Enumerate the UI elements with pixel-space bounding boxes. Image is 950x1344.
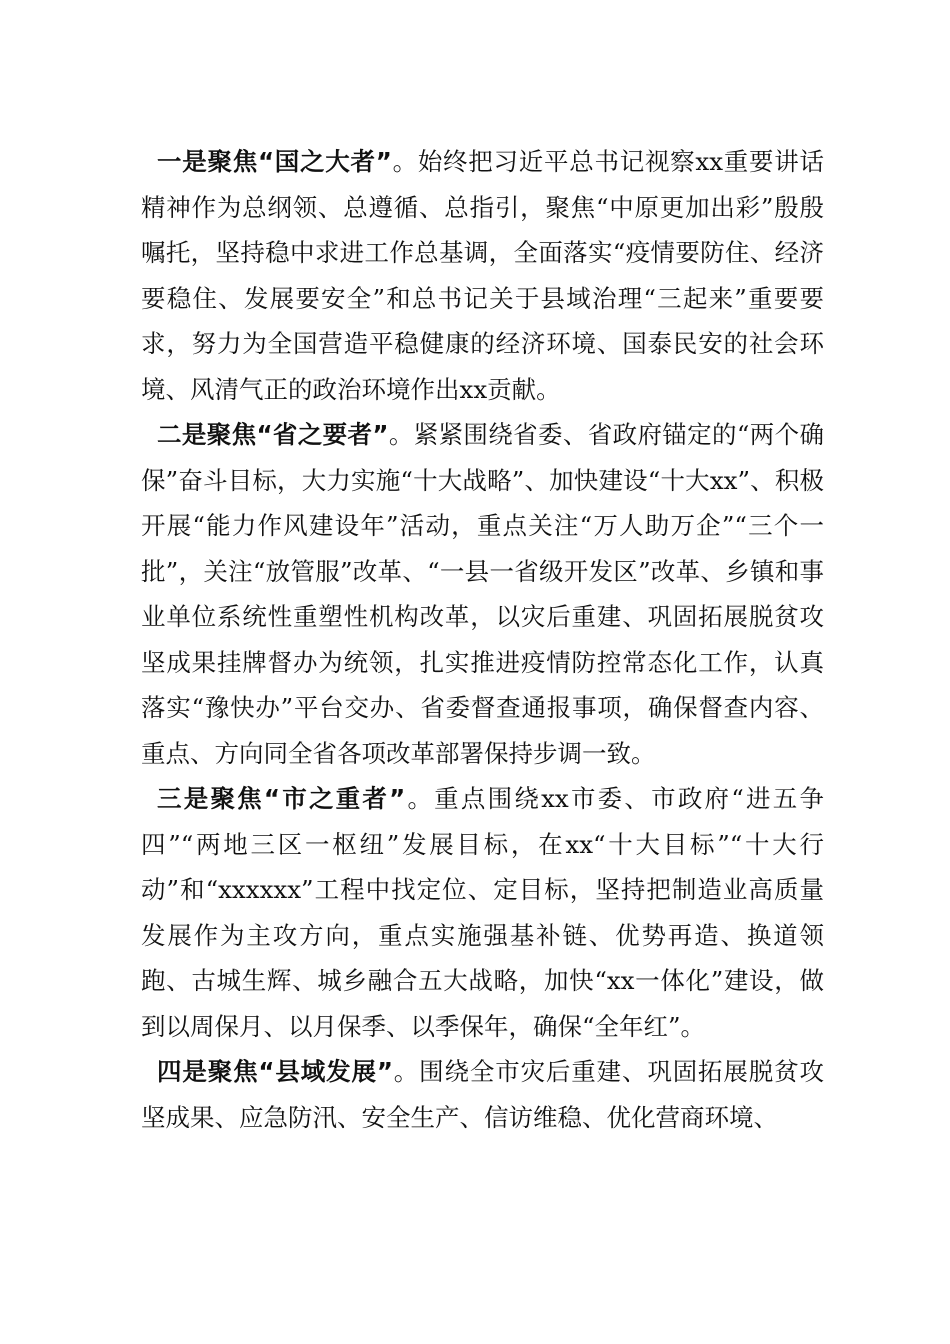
paragraph-4-body: 。围绕全市灾后重建、巩固拓展脱贫攻坚成果、应急防汛、安全生产、信访维稳、优化营商环境、	[141, 1057, 824, 1132]
paragraph-4-lead: 四是聚焦“县域发展”	[157, 1057, 393, 1086]
paragraph-2	[141, 412, 824, 776]
document-body	[141, 139, 824, 1140]
paragraph-2-lead: 二是聚焦“省之要者”	[157, 420, 389, 449]
paragraph-3-lead: 三是聚焦“市之重者”	[157, 784, 406, 813]
paragraph-1	[141, 139, 824, 412]
paragraph-2-body: 。紧紧围绕省委、省政府锚定的“两个确保”奋斗目标，大力实施“十大战略”、加快建设“十大xx”、积极开展“能力作风建设年”活动，重点关注“万人助万企”“三个一批”，关注“放管服”改革、“一县一省级开发区”改革、乡镇和事业单位系统性重塑性机构改革，以灾后重建、巩固拓展脱贫攻坚成果挂牌督办为统领，扎实推进疫情防控常态化工作，认真落实“豫快办”平台交办、省委督查通报事项，确保督查内容、重点、方向同全省各项改革部署保持步调一致。	[141, 420, 824, 768]
paragraph-3	[141, 776, 824, 1049]
paragraph-1-body: 。始终把习近平总书记视察xx重要讲话精神作为总纲领、总遵循、总指引，聚焦“中原更加出彩”殷殷嘱托，坚持稳中求进工作总基调，全面落实“疫情要防住、经济要稳住、发展要安全”和总书记关于县域治理“三起来”重要要求，努力为全国营造平稳健康的经济环境、国泰民安的社会环境、风清气正的政治环境作出xx贡献。	[141, 147, 824, 404]
paragraph-3-body: 。重点围绕xx市委、市政府“进五争四”“两地三区一枢纽”发展目标，在xx“十大目标”“十大行动”和“xxxxxx”工程中找定位、定目标，坚持把制造业高质量发展作为主攻方向，重点实施强基补链、优势再造、换道领跑、古城生辉、城乡融合五大战略，加快“xx一体化”建设，做到以周保月、以月保季、以季保年，确保“全年红”。	[141, 784, 824, 1041]
paragraph-1-lead: 一是聚焦“国之大者”	[157, 147, 392, 176]
paragraph-4	[141, 1049, 824, 1140]
